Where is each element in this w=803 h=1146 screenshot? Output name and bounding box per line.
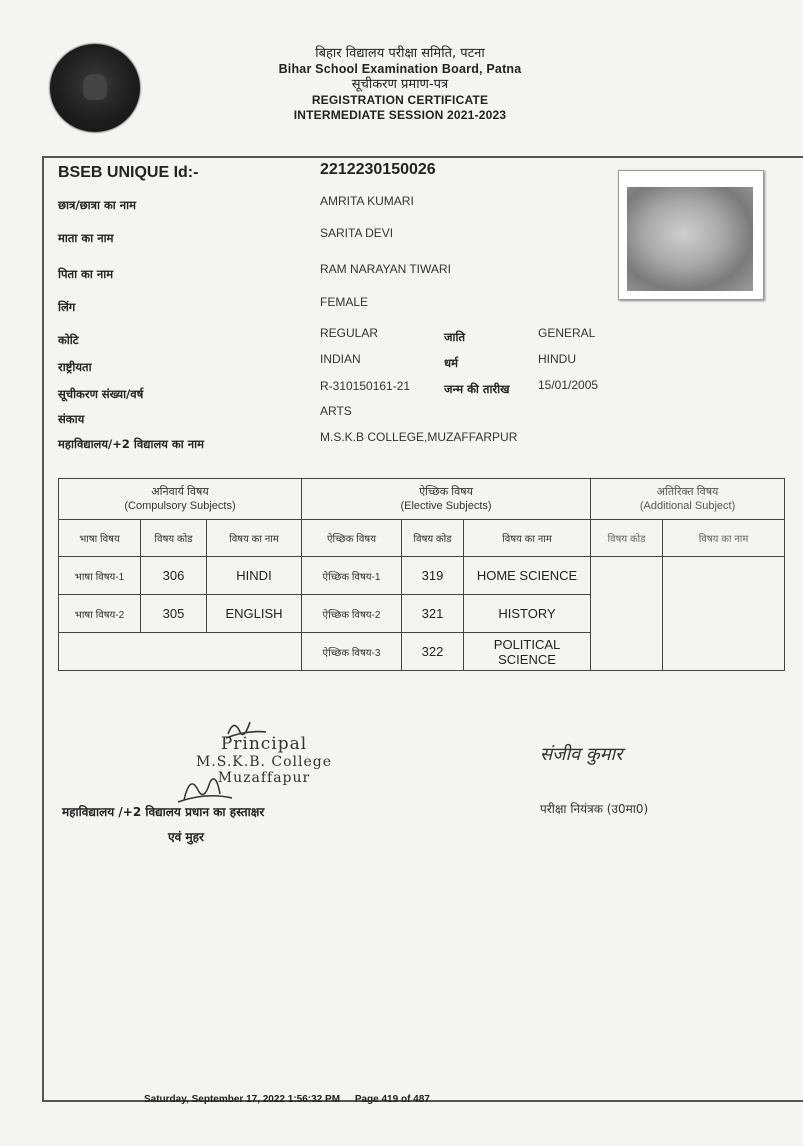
compulsory-label: भाषा विषय-2 [59, 595, 141, 633]
student-photo [618, 170, 764, 300]
dob-label: जन्म की तारीख [444, 382, 510, 396]
elective-name: HOME SCIENCE [464, 557, 591, 595]
principal-caption-seal: एवं मुहर [168, 830, 204, 844]
additional-code-cell [591, 557, 663, 671]
col-language-subject: भाषा विषय [59, 520, 141, 557]
student-name-value: AMRITA KUMARI [320, 194, 414, 208]
student-name-label: छात्र/छात्रा का नाम [58, 198, 137, 212]
document-title-english: REGISTRATION CERTIFICATE [311, 93, 489, 107]
board-name-english: Bihar School Examination Board, Patna [278, 62, 522, 76]
controller-caption: परीक्षा नियंत्रक (उ0मा0) [540, 802, 649, 816]
elective-code: 321 [402, 595, 464, 633]
father-name-label: पिता का नाम [58, 267, 114, 281]
stamp-line-2: M.S.K.B. College [195, 754, 333, 770]
category-label: कोटि [58, 333, 79, 347]
elective-name: POLITICAL SCIENCE [464, 633, 591, 671]
elective-header [302, 479, 591, 520]
uid-value: 2212230150026 [320, 161, 436, 178]
compulsory-code: 305 [141, 595, 207, 633]
session-title: INTERMEDIATE SESSION 2021-2023 [293, 108, 507, 122]
col-additional-code: विषय कोड [591, 520, 663, 557]
religion-label: धर्म [444, 356, 458, 370]
compulsory-name: HINDI [207, 557, 302, 595]
compulsory-header [59, 479, 302, 520]
col-elective-subject: ऐच्छिक विषय [302, 520, 402, 557]
stamp-line-1: Principal [220, 734, 308, 754]
mother-name-value: SARITA DEVI [320, 226, 394, 240]
nationality-label: राष्ट्रीयता [58, 360, 92, 374]
additional-header [591, 479, 785, 520]
elective-code: 322 [402, 633, 464, 671]
col-elective-name: विषय का नाम [464, 520, 591, 557]
faculty-value: ARTS [320, 404, 352, 418]
compulsory-header-hindi: अनिवार्य विषय [151, 486, 209, 498]
additional-header-hindi: अतिरिक्त विषय [656, 486, 719, 498]
compulsory-label: भाषा विषय-1 [59, 557, 141, 595]
elective-label: ऐच्छिक विषय-3 [302, 633, 402, 671]
col-compulsory-name: विषय का नाम [207, 520, 302, 557]
subjects-column-header [59, 520, 785, 557]
print-timestamp: Saturday, September 17, 2022 1:56:32 PM [144, 1094, 341, 1105]
elective-label: ऐच्छिक विषय-2 [302, 595, 402, 633]
caste-label: जाति [444, 330, 466, 344]
subjects-group-header [59, 479, 785, 520]
document-title-hindi: सूचीकरण प्रमाण-पत्र [351, 77, 449, 92]
dob-value: 15/01/2005 [538, 378, 599, 392]
additional-header-english: (Additional Subject) [639, 500, 736, 512]
college-label: महाविद्यालय/+2 विद्यालय का नाम [58, 437, 204, 451]
college-value: M.S.K.B COLLEGE,MUZAFFARPUR [320, 430, 518, 444]
category-value: REGULAR [320, 326, 379, 340]
controller-signature: संजीव कुमार [540, 744, 623, 765]
principal-caption: महाविद्यालय /+2 विद्यालय प्रधान का हस्ताक्षर [62, 805, 265, 819]
uid-label: BSEB UNIQUE Id:- [58, 164, 199, 181]
gender-label: लिंग [58, 300, 76, 314]
table-row [59, 557, 785, 595]
stamp-line-3: Muzaffapur [217, 770, 311, 786]
father-name-value: RAM NARAYAN TIWARI [320, 262, 451, 276]
col-compulsory-code: विषय कोड [141, 520, 207, 557]
col-additional-name: विषय का नाम [663, 520, 785, 557]
mother-name-label: माता का नाम [58, 231, 114, 245]
compulsory-header-english: (Compulsory Subjects) [124, 500, 236, 512]
elective-label: ऐच्छिक विषय-1 [302, 557, 402, 595]
faculty-label: संकाय [58, 412, 85, 426]
elective-header-hindi: ऐच्छिक विषय [419, 486, 473, 498]
elective-code: 319 [402, 557, 464, 595]
board-name-hindi: बिहार विद्यालय परीक्षा समिति, पटना [315, 46, 485, 61]
registration-label: सूचीकरण संख्या/वर्ष [58, 387, 144, 401]
subjects-table [58, 478, 785, 671]
compulsory-empty-cell [59, 633, 302, 671]
additional-name-cell [663, 557, 785, 671]
col-elective-code: विषय कोड [402, 520, 464, 557]
religion-value: HINDU [538, 352, 576, 366]
elective-header-english: (Elective Subjects) [400, 500, 492, 512]
elective-name: HISTORY [464, 595, 591, 633]
page-number: Page 419 of 487 [354, 1094, 430, 1105]
registration-value: R-310150161-21 [320, 379, 411, 393]
caste-value: GENERAL [538, 326, 596, 340]
board-seal-logo [50, 44, 140, 132]
compulsory-code: 306 [141, 557, 207, 595]
gender-value: FEMALE [320, 295, 369, 309]
principal-signature [176, 772, 236, 806]
footer [144, 1094, 430, 1105]
nationality-value: INDIAN [320, 352, 361, 366]
compulsory-name: ENGLISH [207, 595, 302, 633]
certificate-header [200, 46, 600, 123]
